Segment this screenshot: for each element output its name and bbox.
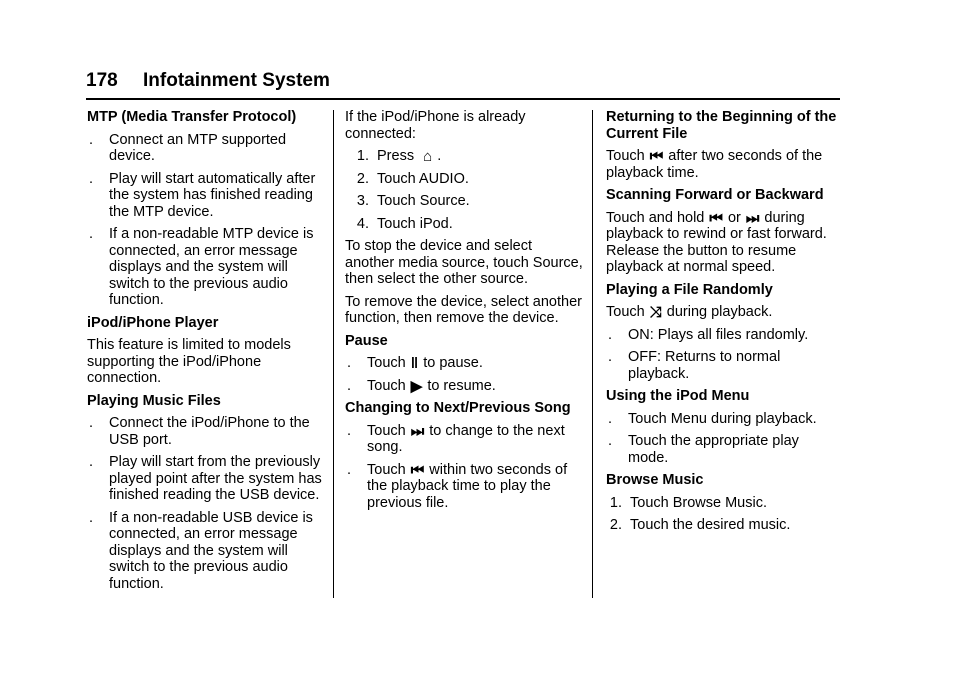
previous-track-icon: ⏮ <box>649 148 664 165</box>
return-text: Touch ⏮ after two seconds of the playback time. <box>606 148 823 181</box>
list-item: . Connect the iPod/iPhone to the USB port. <box>89 415 310 448</box>
list-item: . Touch the appropriate play mode. <box>608 433 799 466</box>
bullet: . <box>89 415 94 431</box>
step: 3. Touch Source. <box>356 193 470 209</box>
bullet: . <box>608 410 613 427</box>
bullet: . <box>89 454 94 470</box>
list-item: . Touch Menu during playback. <box>608 410 817 427</box>
column-1 <box>87 109 327 598</box>
page-header <box>86 70 840 96</box>
step: 2. Touch AUDIO. <box>356 170 469 187</box>
ipod-intro: This feature is limited to models supporting the iPod/iPhone connection. <box>87 337 291 386</box>
pause-icon: ‖ <box>410 355 419 372</box>
next-track-icon: ⏭ <box>745 209 760 227</box>
step: 1. Touch Browse Music. <box>609 494 767 511</box>
change-heading: Changing to Next/Previous Song <box>345 400 571 416</box>
bullet: . <box>89 226 94 242</box>
list-item: . If a non-readable MTP device is connected, an error message displays and the system will switch to the previous audio function. <box>89 226 314 308</box>
return-heading: Returning to the Beginning of the Current File <box>606 109 837 142</box>
ipod-menu-heading: Using the iPod Menu <box>606 388 750 404</box>
pause-heading: Pause <box>345 332 388 349</box>
step: 2. Touch the desired music. <box>609 517 791 533</box>
step: 4. Touch iPod. <box>356 215 453 232</box>
random-heading: Playing a File Randomly <box>606 281 773 298</box>
scan-heading: Scanning Forward or Backward <box>606 187 824 203</box>
remove-text: To remove the device, select another function, then remove the device. <box>345 293 582 326</box>
list-item: . OFF: Returns to normal playback. <box>608 349 781 382</box>
bullet: . <box>89 509 94 526</box>
list-item: . Touch ▶ to resume. <box>347 377 496 395</box>
column-divider <box>592 110 593 598</box>
connected-intro: If the iPod/iPhone is already connected: <box>345 109 526 142</box>
list-item: . If a non-readable USB device is connected, an error message displays and the system will switch to the previous audio function. <box>89 509 313 592</box>
column-2 <box>345 109 585 517</box>
list-item: . Connect an MTP supported device. <box>89 131 287 164</box>
next-track-icon: ⏭ <box>410 422 425 440</box>
play-icon: ▶ <box>410 377 423 395</box>
random-text: Touch ⤨ during playback. <box>606 304 773 321</box>
home-icon: ⌂ <box>423 148 433 165</box>
bullet: . <box>608 433 613 449</box>
previous-track-icon: ⏮ <box>410 461 425 479</box>
bullet: . <box>89 131 94 148</box>
bullet: . <box>347 422 352 439</box>
browse-heading: Browse Music <box>606 472 704 488</box>
stop-text: To stop the device and select another media source, touch Source, then select the other source. <box>345 238 583 287</box>
list-item: . ON: Plays all files randomly. <box>608 326 809 343</box>
column-3 <box>606 109 842 540</box>
bullet: . <box>347 355 352 371</box>
bullet: . <box>89 170 94 187</box>
previous-track-icon: ⏮ <box>709 209 723 227</box>
column-divider <box>333 110 334 598</box>
bullet: . <box>608 349 613 365</box>
mtp-heading: MTP (Media Transfer Protocol) <box>87 109 297 125</box>
list-item: . Touch ⏮ within two seconds of the playback time to play the previous file. <box>347 461 568 511</box>
section-title: Infotainment System <box>143 70 330 91</box>
shuffle-icon: ⤨ <box>649 304 662 321</box>
step: 1. Press ⌂ . <box>356 148 442 165</box>
header-rule <box>86 98 840 100</box>
list-item: . Play will start automatically after the system has finished reading the MTP device. <box>89 170 316 220</box>
list-item: . Touch ⏭ to change to the next song. <box>347 422 565 455</box>
ipod-heading: iPod/iPhone Player <box>87 314 219 331</box>
list-item: . Touch ‖ to pause. <box>347 355 483 372</box>
bullet: . <box>347 461 352 478</box>
list-item: . Play will start from the previously played point after the system has finished reading the USB device. <box>89 454 322 503</box>
playing-heading: Playing Music Files <box>87 392 221 409</box>
scan-text: Touch and hold ⏮ or ⏭ during playback to rewind or fast forward. Release the button to resume playback at normal speed. <box>606 209 827 275</box>
bullet: . <box>608 326 613 343</box>
page-number: 178 <box>86 70 118 91</box>
bullet: . <box>347 377 352 394</box>
